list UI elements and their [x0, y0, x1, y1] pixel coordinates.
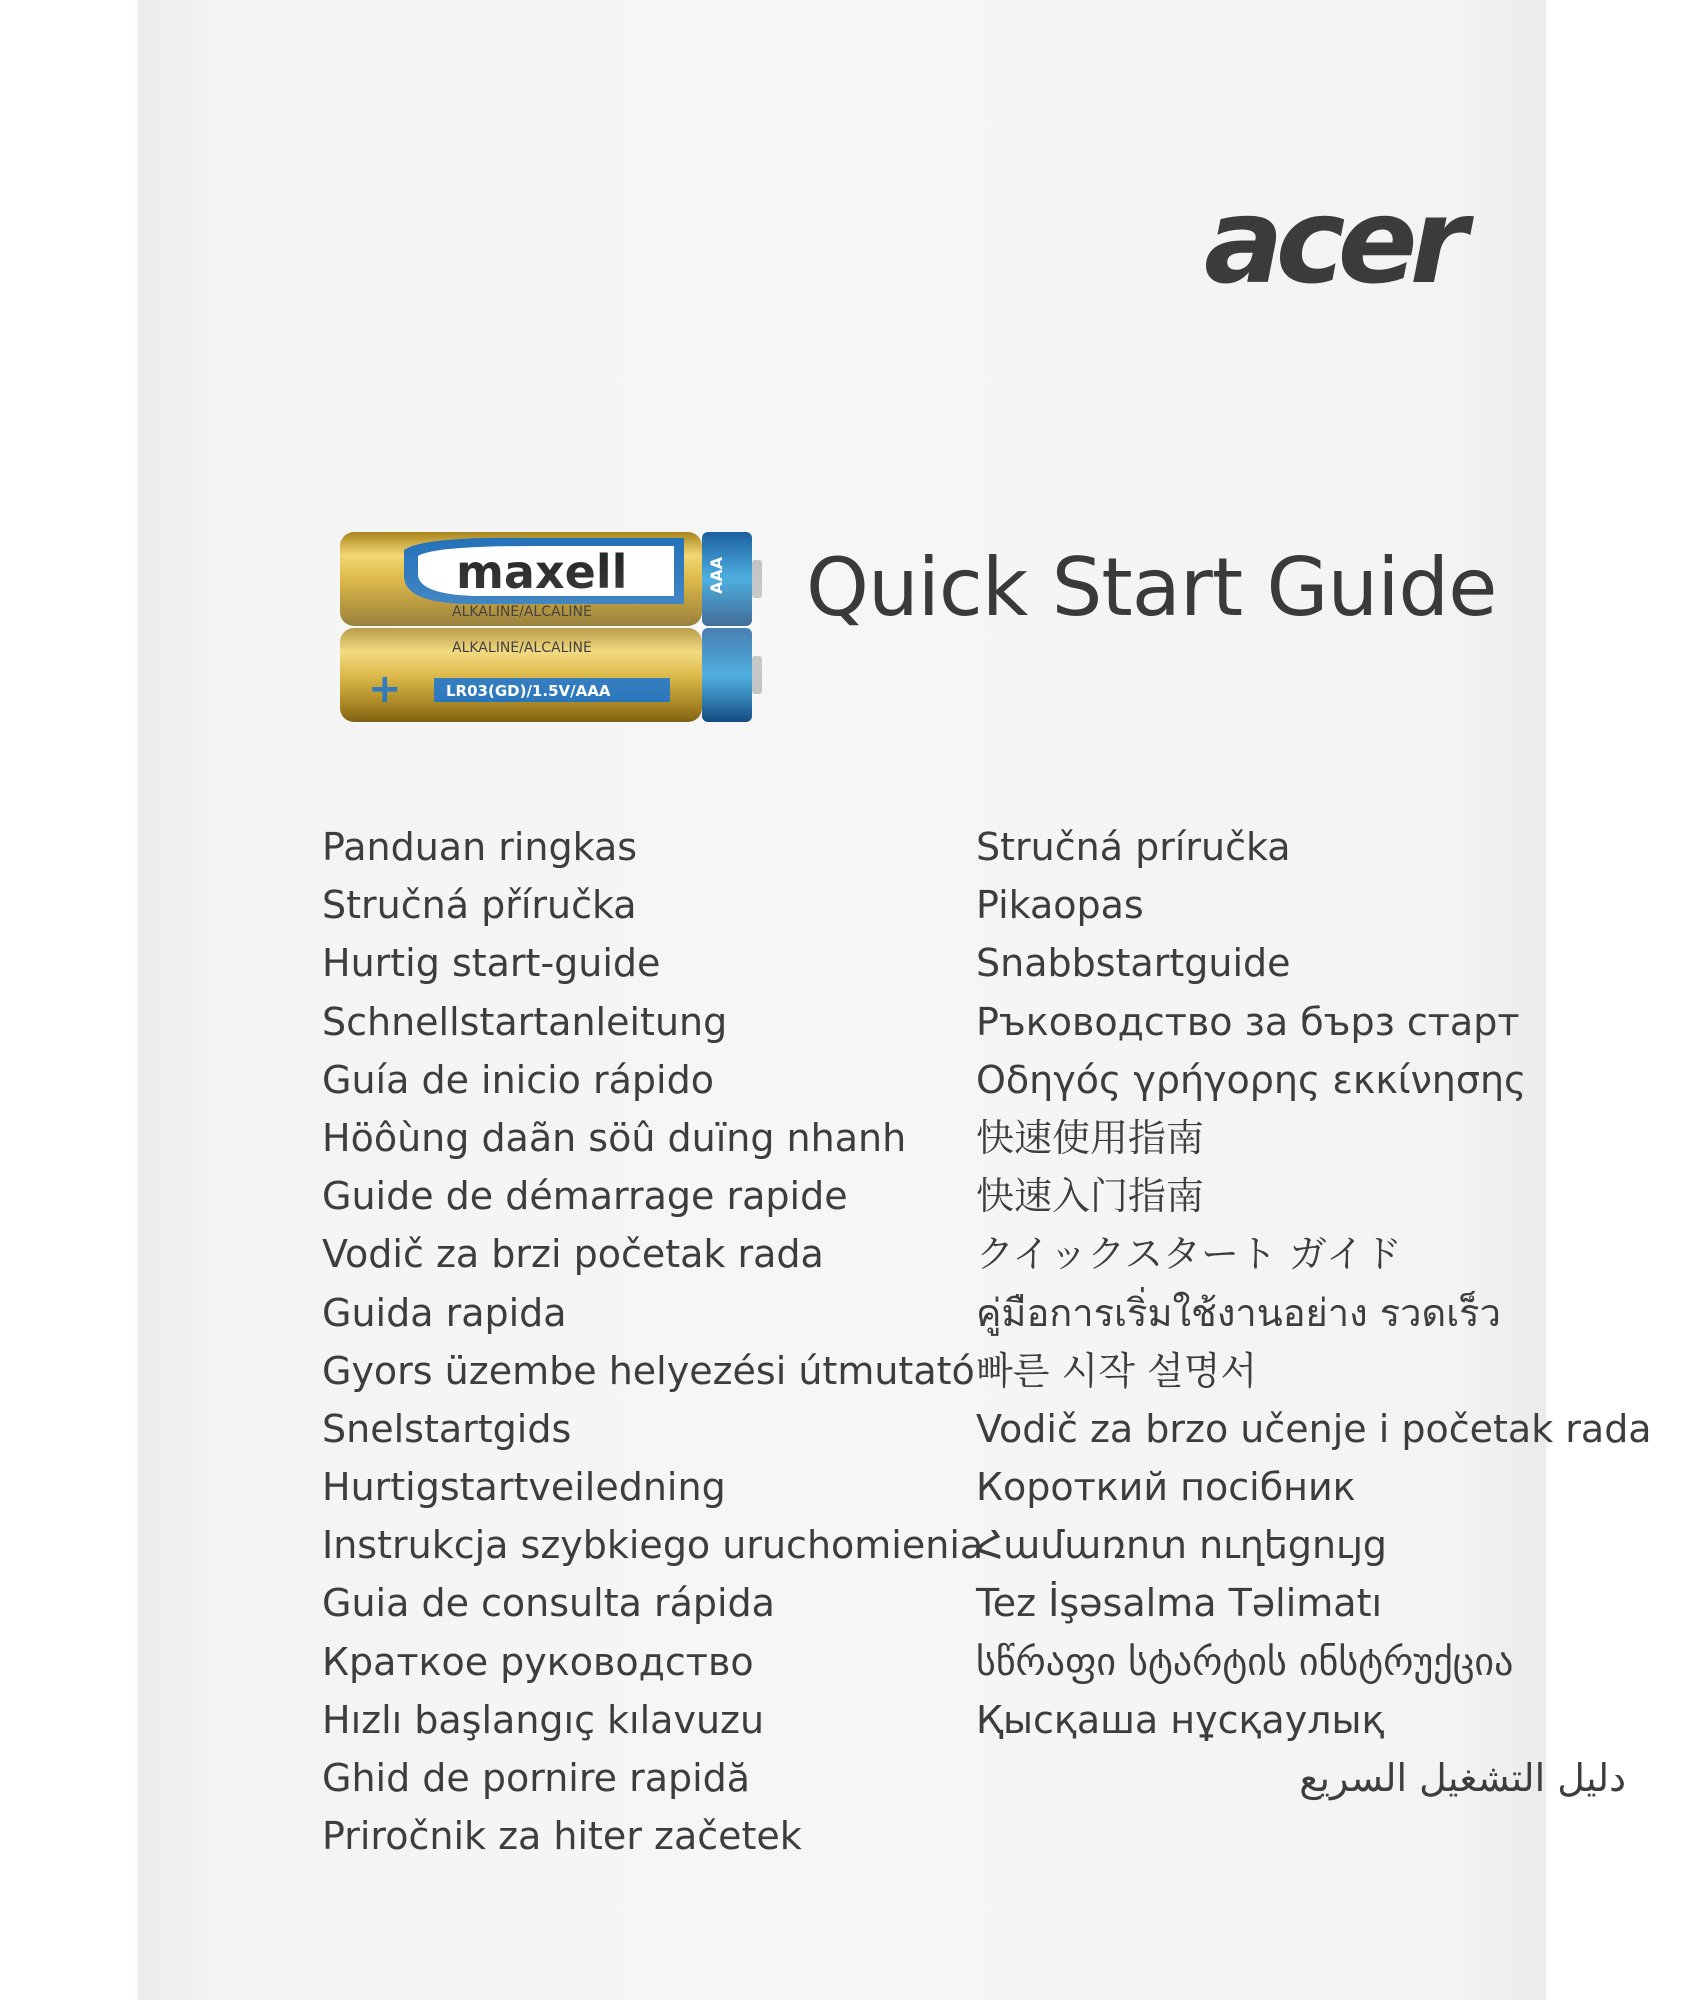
- language-title: Hızlı başlangıç kılavuzu: [322, 1697, 765, 1742]
- guide-cover: [138, 0, 1652, 2000]
- language-title: Vodič za brzo učenje i početak rada: [976, 1406, 1652, 1451]
- language-title: Қысқаша нұсқаулық: [976, 1697, 1385, 1742]
- languages-left-column: [322, 818, 984, 1865]
- acer-logo: [1200, 178, 1560, 302]
- languages-right-column: [976, 818, 1652, 1807]
- language-title: Snabbstartguide: [976, 941, 1291, 986]
- language-title: دليل التشغيل السريع: [1299, 1756, 1626, 1800]
- language-title: 快速使用指南: [976, 1115, 1205, 1160]
- page-title: Quick Start Guide: [806, 541, 1497, 634]
- language-title: Schnellstartanleitung: [322, 999, 728, 1044]
- batteries-image: [334, 524, 768, 738]
- language-title: Guia de consulta rápida: [322, 1581, 775, 1626]
- language-title: คู่มือการเริ่มใช้งานอย่าง รวดเร็ว: [976, 1290, 1501, 1335]
- language-title: Instrukcja szybkiego uruchomienia: [322, 1523, 984, 1568]
- language-title: Gyors üzembe helyezési útmutató: [322, 1348, 975, 1393]
- language-title: Tez İşəsalma Təlimatı: [976, 1581, 1383, 1626]
- language-title: Ghid de pornire rapidă: [322, 1756, 751, 1800]
- language-title: Panduan ringkas: [322, 825, 638, 869]
- language-title: Höôùng daãn söû duïng nhanh: [322, 1115, 907, 1160]
- language-title: Hurtigstartveiledning: [322, 1465, 726, 1510]
- language-title: Snelstartgids: [322, 1406, 572, 1451]
- language-title: Stručná príručka: [976, 825, 1291, 869]
- language-title: Ръководство за бърз старт: [976, 999, 1520, 1044]
- language-title: Pikaopas: [976, 883, 1144, 928]
- language-title: Vodič za brzi početak rada: [322, 1232, 824, 1277]
- language-title: Hurtig start-guide: [322, 941, 661, 986]
- language-title: 빠른 시작 설명서: [976, 1348, 1258, 1393]
- language-title: Stručná příručka: [322, 883, 637, 928]
- language-title: Priročnik za hiter začetek: [322, 1814, 802, 1859]
- language-title: Համառոտ ուղեցույց: [976, 1523, 1387, 1568]
- language-title: 快速入门指南: [976, 1174, 1205, 1219]
- language-title: クイックスタート ガイド: [976, 1232, 1402, 1277]
- language-title: Οδηγός γρήγορης εκκίνησης: [976, 1057, 1527, 1102]
- language-title: Guía de inicio rápido: [322, 1057, 714, 1102]
- language-title: Guide de démarrage rapide: [322, 1174, 848, 1219]
- language-title: Короткий посібник: [976, 1465, 1356, 1510]
- language-title: Краткое руководство: [322, 1639, 754, 1684]
- svg-text:acer: acer: [1204, 178, 1460, 302]
- language-title: Guida rapida: [322, 1290, 567, 1335]
- language-title: სწრაფი სტარტის ინსტრუქცია: [976, 1639, 1514, 1684]
